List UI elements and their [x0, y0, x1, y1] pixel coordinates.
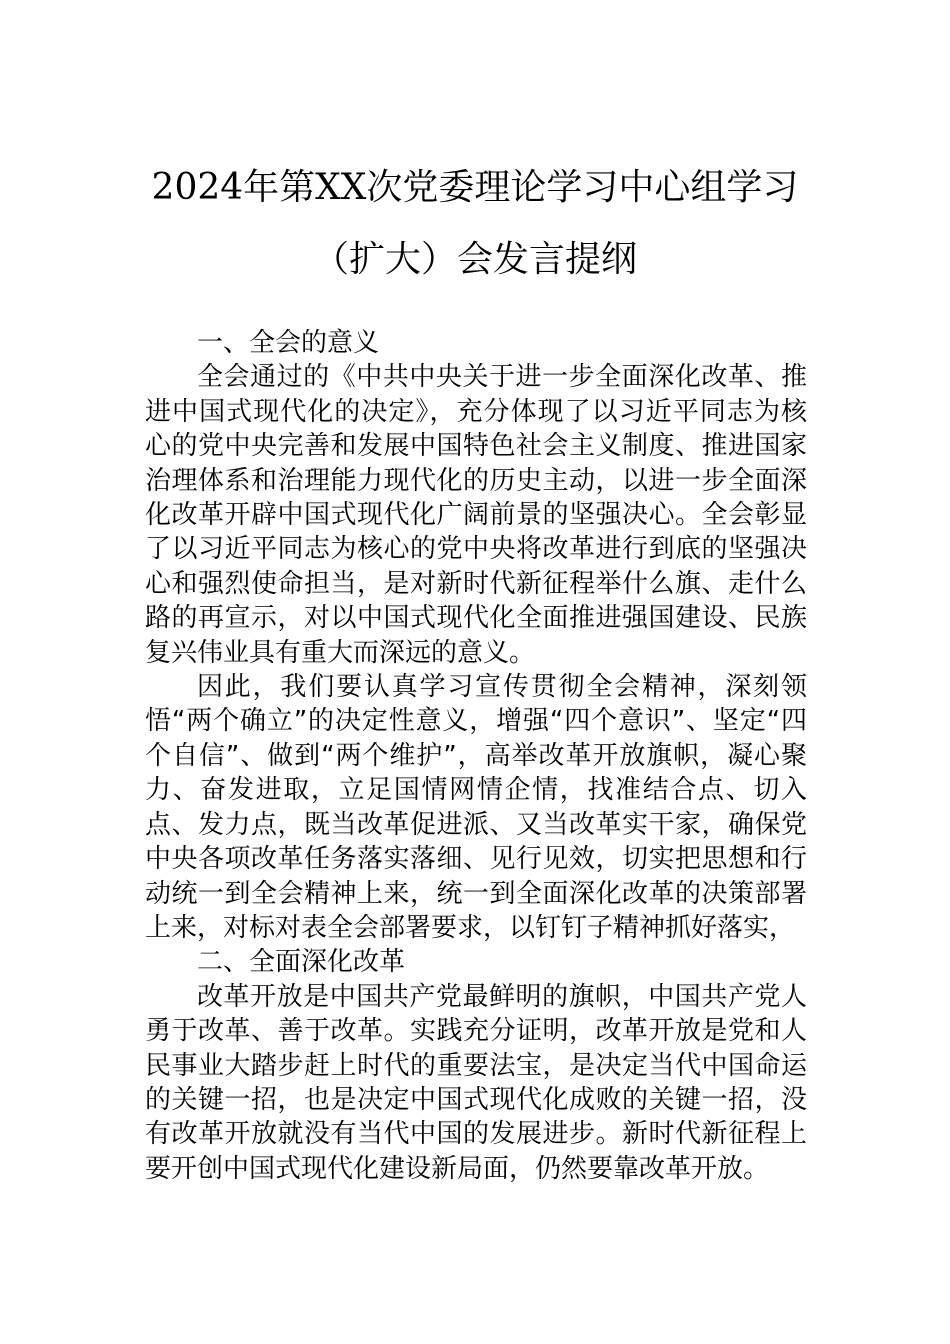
document-title-line-2: （扩大）会发言提纲	[312, 239, 637, 280]
section-heading-reform: 二、全面深化改革	[197, 947, 406, 978]
document-body	[145, 326, 807, 1186]
document-title-line-1: 2024年第XX次党委理论学习中心组学习	[151, 167, 799, 208]
section-heading-significance: 一、全会的意义	[197, 328, 380, 358]
paragraph: 因此，我们要认真学习宣传贯彻全会精神，深刻领悟“两个确立”的决定性意义，增强“四个意识”、坚定“四个自信”、做到“两个维护”，高举改革开放旗帜，凝心聚力、奋发进取，立足国情网情企情，找准结合点、切入点、发力点，既当改革促进派、又当改革实干家，确保党中央各项改革任务落实落细、见行见效，切实把思想和行动统一到全会精神上来，统一到全面深化改革的决策部署上来，对标对表全会部署要求，以钉钉子精神抓好落实，	[145, 672, 807, 943]
paragraph: 全会通过的《中共中央关于进一步全面深化改革、推进中国式现代化的决定》，充分体现了以习近平同志为核心的党中央完善和发展中国特色社会主义制度、推进国家治理体系和治理能力现代化的历史主动，以进一步全面深化改革开辟中国式现代化广阔前景的坚强决心。全会彰显了以习近平同志为核心的党中央将改革进行到底的坚强决心和强烈使命担当，是对新时代新征程举什么旗、走什么路的再宣示，对以中国式现代化全面推进强国建设、民族复兴伟业具有重大而深远的意义。	[145, 362, 807, 668]
paragraph: 改革开放是中国共产党最鲜明的旗帜，中国共产党人勇于改革、善于改革。实践充分证明，改革开放是党和人民事业大踏步赶上时代的重要法宝，是决定当代中国命运的关键一招，也是决定中国式现代化成败的关键一招，没有改革开放就没有当代中国的发展进步。新时代新征程上要开创中国式现代化建设新局面，仍然要靠改革开放。	[145, 981, 807, 1184]
